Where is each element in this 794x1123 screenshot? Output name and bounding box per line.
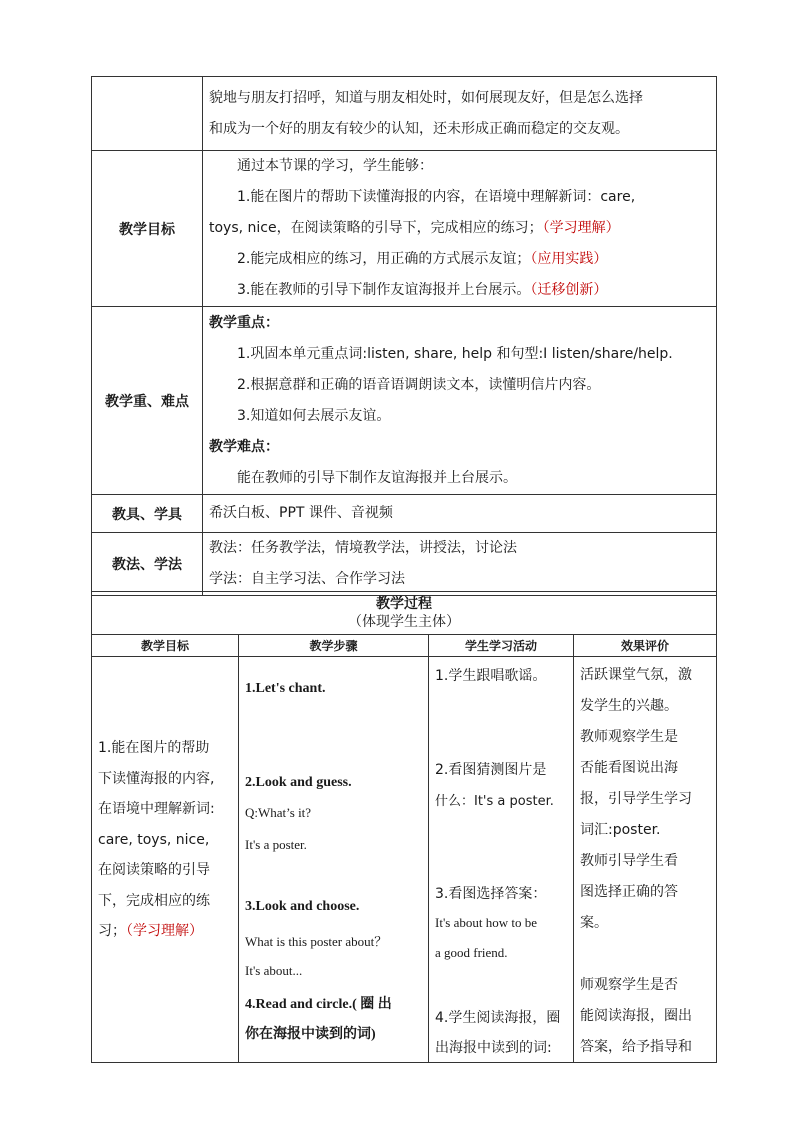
process-table [91, 591, 717, 1063]
step-2: 2.Look and guess. [245, 775, 352, 790]
activities-cell [429, 657, 574, 1063]
methods-content [203, 533, 717, 596]
tools-label: 教具、学具 [92, 495, 203, 533]
objectives-content [203, 151, 717, 307]
key-point-1: 1.巩固本单元重点词:listen, share, help 和句型:I listen/share/help. [237, 345, 673, 362]
intro-line-1: 貌地与朋友打招呼，知道与朋友相处时，如何展现友好，但是怎么选择 [209, 89, 643, 106]
step-2-question: Q:What’s it? [245, 805, 312, 820]
key-points-label: 教学重、难点 [92, 307, 203, 495]
evaluation-text [580, 660, 692, 1063]
evaluation-line: 教师引导学生看 [580, 853, 678, 869]
difficulty-1: 能在教师的引导下制作友谊海报并上台展示。 [237, 469, 517, 486]
evaluation-line: 活跃课堂气氛，激 [580, 667, 692, 683]
teaching-method: 教法：任务教学法，情境教学法，讲授法，讨论法 [209, 540, 517, 556]
activity-2-line-1: 2.看图猜测图片是 [435, 762, 547, 778]
evaluation-line: 案。 [580, 915, 608, 931]
col-head-evaluation: 效果评价 [574, 635, 717, 657]
objective-3: 3.能在教师的引导下制作友谊海报并上台展示。（迁移创新） [237, 282, 608, 298]
step-4-line-2: 你在海报中读到的词) [245, 1027, 376, 1042]
objectives-intro: 通过本节课的学习，学生能够： [237, 158, 433, 174]
evaluation-line: 报，引导学生学习 [580, 791, 692, 807]
activity-3-line-2: It's about how to be [435, 915, 537, 930]
goal-line-last: 习；（学习理解） [98, 923, 203, 939]
step-3-answer: It's about... [245, 963, 303, 978]
intro-row [92, 77, 717, 151]
activity-3-line-3: a good friend. [435, 945, 508, 960]
step-1: 1.Let's chant. [245, 681, 326, 696]
key-points-title: 教学重点： [209, 314, 279, 331]
process-title-row [92, 592, 717, 635]
activity-1: 1.学生跟唱歌谣。 [435, 668, 547, 684]
objective-2: 2.能完成相应的练习，用正确的方式展示友谊；（应用实践） [237, 251, 608, 267]
col-head-activities: 学生学习活动 [429, 635, 574, 657]
methods-label: 教法、学法 [92, 533, 203, 596]
objective-1-line-2: toys, nice，在阅读策略的引导下，完成相应的练习；（学习理解） [209, 220, 620, 236]
evaluation-line: 教师观察学生是 [580, 729, 678, 745]
evaluation-cell [574, 657, 717, 1063]
objective-1-tag: （学习理解） [542, 220, 620, 236]
step-4-line-1: 4.Read and circle.( 圈 出 [245, 997, 392, 1012]
goal-line: care, toys, nice, [98, 831, 210, 848]
process-header-row [92, 635, 717, 657]
objective-3-tag: （迁移创新） [530, 282, 608, 298]
objective-1-line-1: 1.能在图片的帮助下读懂海报的内容，在语境中理解新词：care, [237, 189, 636, 205]
evaluation-line: 能阅读海报，圈出 [580, 1008, 692, 1024]
objectives-label: 教学目标 [92, 151, 203, 307]
col-head-goal: 教学目标 [92, 635, 239, 657]
evaluation-line: 图选择正确的答 [580, 884, 678, 900]
tools-row [92, 495, 717, 533]
step-3: 3.Look and choose. [245, 899, 360, 914]
goal-tag: （学习理解） [126, 923, 203, 939]
intro-label-cell [92, 77, 203, 151]
col-head-steps: 教学步骤 [239, 635, 429, 657]
process-body-row [92, 657, 717, 1063]
objectives-row [92, 151, 717, 307]
activity-3-line-1: 3.看图选择答案： [435, 886, 547, 902]
step-2-answer: It's a poster. [245, 837, 307, 852]
activity-4-line-2: 出海报中读到的词: [435, 1040, 552, 1056]
process-subtitle: （体现学生主体） [348, 614, 460, 630]
intro-text-cell [203, 77, 717, 151]
evaluation-line: 答案，给予指导和 [580, 1039, 692, 1055]
key-points-row [92, 307, 717, 495]
step-3-question: What is this poster about？ [245, 934, 388, 949]
steps-cell [239, 657, 429, 1063]
learning-method: 学法：自主学习法、合作学习法 [209, 571, 405, 587]
key-point-2: 2.根据意群和正确的语音语调朗读文本，读懂明信片内容。 [237, 376, 601, 393]
key-point-3: 3.知道如何去展示友谊。 [237, 407, 391, 424]
goal-line: 在阅读策略的引导 [98, 862, 210, 878]
evaluation-line: 否能看图说出海 [580, 760, 678, 776]
activity-4-line-1: 4.学生阅读海报，圈 [435, 1010, 561, 1026]
intro-line-2: 和成为一个好的朋友有较少的认知，还未形成正确而稳定的交友观。 [209, 120, 629, 137]
objective-2-tag: （应用实践） [530, 251, 608, 267]
difficulty-title: 教学难点： [209, 438, 279, 455]
goal-line: 在语境中理解新词: [98, 801, 215, 817]
goal-line: 下读懂海报的内容, [98, 770, 215, 787]
tools-value: 希沃白板、PPT 课件、音视频 [203, 495, 717, 533]
key-points-content [203, 307, 717, 495]
goal-text [98, 733, 215, 947]
process-title-cell [92, 592, 717, 635]
lesson-info-table [91, 76, 717, 596]
goal-cell [92, 657, 239, 1063]
methods-row [92, 533, 717, 596]
evaluation-line: 发学生的兴趣。 [580, 698, 678, 714]
goal-line: 1.能在图片的帮助 [98, 740, 210, 756]
evaluation-line: 词汇:poster. [580, 822, 661, 838]
goal-line: 下，完成相应的练 [98, 892, 210, 909]
process-title: 教学过程 [376, 596, 432, 612]
activity-2-line-2: 什么：It's a poster. [435, 794, 554, 809]
evaluation-line: 师观察学生是否 [580, 977, 678, 993]
evaluation-line [580, 939, 692, 970]
